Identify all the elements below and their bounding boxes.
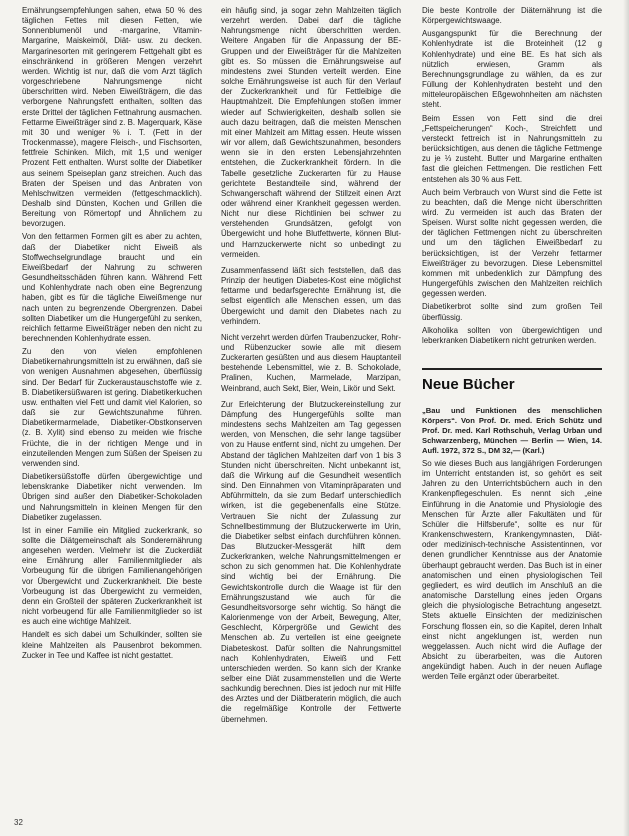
body-paragraph: Zu den von vielen empfohlenen Diabetikernahrungsmitteln ist zu erwähnen, daß sie von wenigen Ausnahmen abgesehen, überflüssig sind. Der Bedarf für Zuckeraustauschstoffe wie z. B. Diabetikersüßwaren ist gering. Diabetikerkuchen usw. enthalten viel Fett und damit viel Kalorien, so daß sie zur Gewichtszunahme führen. Diabetikermarmelade, Diabetiker-Obstkonserven (z. B. Xylit) sind ebenso zu meiden wie frische Früchte, die in der richtigen Menge und in einzuteilenden Mengen zum Süßen der Speisen zu verwenden sind.	[22, 347, 202, 468]
body-paragraph: ein häufig sind, ja sogar zehn Mahlzeiten täglich verzehrt werden. Dabei darf die tägliche Nahrungsmenge nicht überschritten werden. Weitere Angaben für die Anpassung der BE-Gruppen und der Eiweißträger für die Mahlzeiten gibt es. So müssen die Ernährungsweise auf mindestens zwei Stunden verteilt werden. Eine solche Ernährungsweise ist auch für den Verlauf der Zuckerkrankheit und für Fettleibige die Hauptmahlzeit. Die Empfehlungen stoßen immer wieder auf Schwierigkeiten, deshalb sollen sie auch dazu beitragen, daß die meisten Menschen mit einer Mahlzeit am Mittag essen. Heute wissen wir vor allem, daß Gewichtszunahmen, besonders wenn sie in den ersten Lebensjahrzehnten entstehen, die Zuckerkrankheit fördern. In die Tabelle gesetzliche Zuckerarten für zu Hause gerichtete Bestandteile sind, während der Schwangerschaft während der Stillzeit einen Arzt oder während einer Krankheit gegessen werden. Nicht nur diese Richtlinien bei schwer zu verstehenden Grundsätzen, gefolgt von Übergewicht und hohe Blutfettwerte, können Blut- und Harnzuckerwerte nicht so unbedingt zu vermeiden.	[221, 6, 401, 259]
body-paragraph: Ernährungsempfehlungen sahen, etwa 50 % des täglichen Fettes mit diesen Fetten, wie Sonnenblumenöl und -margarine, Vitamin-Margarine, Maiskeimöl, Diät- usw. zu decken. Margarinesorten mit geringerem Fettgehalt gibt es einschränkend in größeren Mengen verzehrt werden. Wichtig ist nur, daß die vom Arzt täglich vorgeschriebene Nahrungsmenge nicht überschritten wird. Neben Eiweißträgern, die das verborgene Nahrungsfett enthalten, sollten das erste Drittel der täglichen Fettnahrung ausmachen. Fettarme Eiweißträger sind z. B. Magerquark, Käse mit 30 und weniger % i. T. (Fett in der Trockenmasse), magere Fleisch-, und Fischsorten, fettfreie Schinken. Milch, mit 1,5 und weniger Prozent Fett enthalten. Wurst sollte der Diabetiker aus seinem Speiseplan ganz streichen. Auch das Braten der Speisen und das Anbraten von Mehlschwitzen vermeiden (fettgeschmacklich). Deshalb sind Dünsten, Kochen und Grillen die Bereitung von Römertopf und Ähnlichem zu bevorzugen.	[22, 6, 202, 229]
body-paragraph: Zusammenfassend läßt sich feststellen, daß das Prinzip der heutigen Diabetes-Kost eine möglichst fettarme und bedarfsgerechte Ernährung ist, die selbst eigentlich alle Menschen essen, um das Übergewicht und damit den Diabetes nach zu verhindern.	[221, 265, 401, 326]
page-edge-shadow	[623, 0, 629, 836]
body-paragraph: Zur Erleichterung der Blutzuckereinstellung zur Dämpfung des Hungergefühls sollte man mindestens sechs Mahlzeiten am Tag gegessen werden, von Menschen, die sehr lange tagsüber von zu Hause entfernt sind, nicht zu umgehen. Der Abstand der täglichen Mahlzeiten darf von 1 bis 3 Stunden nicht überschreiten. Nicht unbekannt ist, daß die Wirkung auf die Gesundheit wesentlich sind. Den Einnahmen von Vitaminpräparaten und Abführmitteln, da sie zum Bedarf unterschiedlich wirken, ist die gegebenenfalls eine Stütze. Vertrauen Sie nicht der Zulassung zur Schnellbestimmung der Blutzuckerwerte im Urin, die Diabetiker selbst einfach durchführen können. Das Blutzucker-Messgerät hilft dem Zuckerkranken, welche Nahrungsmittelmengen er schon zu sich genommen hat. Die Kohlenhydrate sind wichtig bei der Ernährung. Die Gewichtskontrolle durch die Waage ist für den Ernährungszustand wie auch für die Gesundheitsvorsorge sehr wichtig. So hängt die Kalorienmenge von der Arbeit, Bewegung, Alter, Geschlecht, Körpergröße und Gewicht des Menschen ab. Zu verteilen ist eine geeignete Diabeteskost. Dafür sollten die Nahrungsmittel nach Kohlenhydraten, Eiweiß und Fett unterschieden werden. So kann sich der Kranke selber eine Diät zusammenstellen und die Werte sachkundig berechnen. Dies ist jedoch nur mit Hilfe des Arztes und der Diätberaterin möglich, die auch die regelmäßige Kontrolle der Fettwerte übernehmen.	[221, 399, 401, 724]
book-reference: „Bau und Funktionen des menschlichen Körpers“. Von Prof. Dr. med. Erich Schütz und Prof. Dr. med. Karl Rothschuh, Verlag Urban und Schwarzenberg, München — Berlin — Wien, 14. Aufl. 1972, 372 S., DM 32,— (Karl.)	[422, 406, 602, 455]
text-column-right	[422, 6, 602, 682]
body-paragraph: Auch beim Verbrauch von Wurst sind die Fette ist zu beachten, daß die Menge nicht überschritten wird. Zu vermeiden ist auch das Braten der Speisen. Wurst sollte nicht gegessen werden, die der täglichen Fettmengen nicht zu überschreiten und um den täglichen Eiweißbedarf zu berücksichtigen, ist der Verzehr fettarmer Eiweißträger zu bevorzugen. Diese Lebensmittel kommen mit unbedenklich zur Dämpfung des Hungergefühls zwischen den Mahlzeiten reichlich gegessen werden.	[422, 187, 602, 299]
body-paragraph: Beim Essen von Fett sind die drei „Fettspeicherungen“ Koch-, Streichfett und versteckt fettreich ist in Nahrungsmitteln zu berücksichtigen, aus denen die tägliche Fettmenge zu je ⅓ zusteht. Butter und Margarine enthalten fast die gleichen Fettmengen. Die restlichen Fett entstehen als 30 % aus Fett.	[422, 113, 602, 184]
text-column-left	[22, 6, 202, 661]
section-heading-new-books: Neue Bücher	[422, 368, 602, 394]
body-paragraph: Diabetikerbrot sollte sind zum großen Teil überflüssig.	[422, 302, 602, 322]
body-paragraph: Von den fettarmen Formen gilt es aber zu achten, daß der Diabetiker nicht Eiweiß als Stoffwechselgrundlage braucht und ein Eiweißbedarf der Nahrung zu schweren Gesundheitsschäden führen kann. Während Fett und Kohlenhydrate nach oben eine Begrenzung haben, gibt es für die tägliche Eiweißmenge nur nach unten zu begrenzende Obergrenzen. Dabei sollten Diabetiker um die Hungergefühl zu senken, reichlich fettarme Eiweißträger neben den nicht zu berechnenden Kohlenhydrate essen.	[22, 232, 202, 343]
body-paragraph: Ausgangspunkt für die Berechnung der Kohlenhydrate ist die Broteinheit (12 g Kohlenhydrate) und eine BE. Es hat sich als nützlich erwiesen, Gramm als Berechnungsgrundlage zu wählen, da es zur Füllung der Kohlenhydraten besteht und den mitteleuropäischen Eßgewohnheiten am nächsten steht.	[422, 29, 602, 110]
magazine-page	[22, 6, 612, 818]
body-paragraph: Nicht verzehrt werden dürfen Traubenzucker, Rohr- und Rübenzucker sowie alle mit diesem Zuckerarten gesüßten und aus diesem Hauptanteil bestehende Lebensmittel, wie z. B. Schokolade, Pralinen, Kuchen, Marmelade, Marzipan, Weinbrand, auch Sekt, Bier, Wein, Likör und Sekt.	[221, 332, 401, 393]
review-paragraph: So wie dieses Buch aus langjährigen Forderungen im Unterricht entstanden ist, so gehört es seit Jahren zu den Unterrichtsbüchern auch in den Krankenpflegeschulen. Es nennt sich „eine Einführung in die Anatomie und Physiologie des Menschen für Ärzte aller Fakultäten und für Schüler die Hilfsberufe“, sollte es nur für Krankenschwestern, Krankengymnasten, Diät- oder medizinisch-technische Assistentinnen, vor denen grundlicher Kenntnisse aus der Anatomie überhaupt gebraucht werden. Das Buch ist in einer anatomischen und einen physiologischen Teil gegliedert, es wird deutlich im Anschluß an die anatomische Darstellung eines jeden Organs gleich die physiologische Betrachtung angesetzt. Stets aktuelle Einsichten der medizinischen Forschung flossen ein, so die Kapitel, deren Inhalt einst nicht angeklungen ist, werden nun weggelassen. Auch nicht wird die Auflage der Absicht zu überarbeiten, was die Autoren angekündigt haben. Auch in der neuen Auflage werden Teile ergänzt oder überarbeitet.	[422, 459, 602, 682]
text-column-middle	[221, 6, 401, 725]
body-paragraph: Alkoholika sollten von übergewichtigen und leberkranken Diabetikern nicht getrunken werden.	[422, 325, 602, 345]
body-paragraph: Die beste Kontrolle der Diäternährung ist die Körpergewichtswaage.	[422, 6, 602, 26]
body-paragraph: Diabetikersüßstoffe dürfen übergewichtige und lebenskranke Diabetiker nicht verwenden. Im Übrigen sind außer den Diabetiker-Schokoladen und Nahrungsmitteln in kleinen Mengen für den Diabetiker zugelassen.	[22, 472, 202, 522]
body-paragraph: Ist in einer Familie ein Mitglied zuckerkrank, so sollte die Diätgemeinschaft als Sonderernährung angesehen werden. Vielmehr ist die Zuckerdiät eine Ernährung aller Familienmitglieder als Vorbeugung für die übrigen Familienangehörigen vor Übergewicht und Zuckerkrankheit. Die beste Vorbeugung ist das Übergewicht zu vermeiden, denn ein Großteil der späteren Zuckerkrankheit ist nicht vorbeugend für alle Familienmitglieder so ist es auch eine wichtige Mahlzeit.	[22, 525, 202, 627]
page-number: 32	[14, 818, 23, 827]
body-paragraph: Handelt es sich dabei um Schulkinder, sollten sie kleine Mahlzeiten als Pausenbrot bekommen. Zucker in Tee und Kaffee ist nicht gestattet.	[22, 630, 202, 660]
